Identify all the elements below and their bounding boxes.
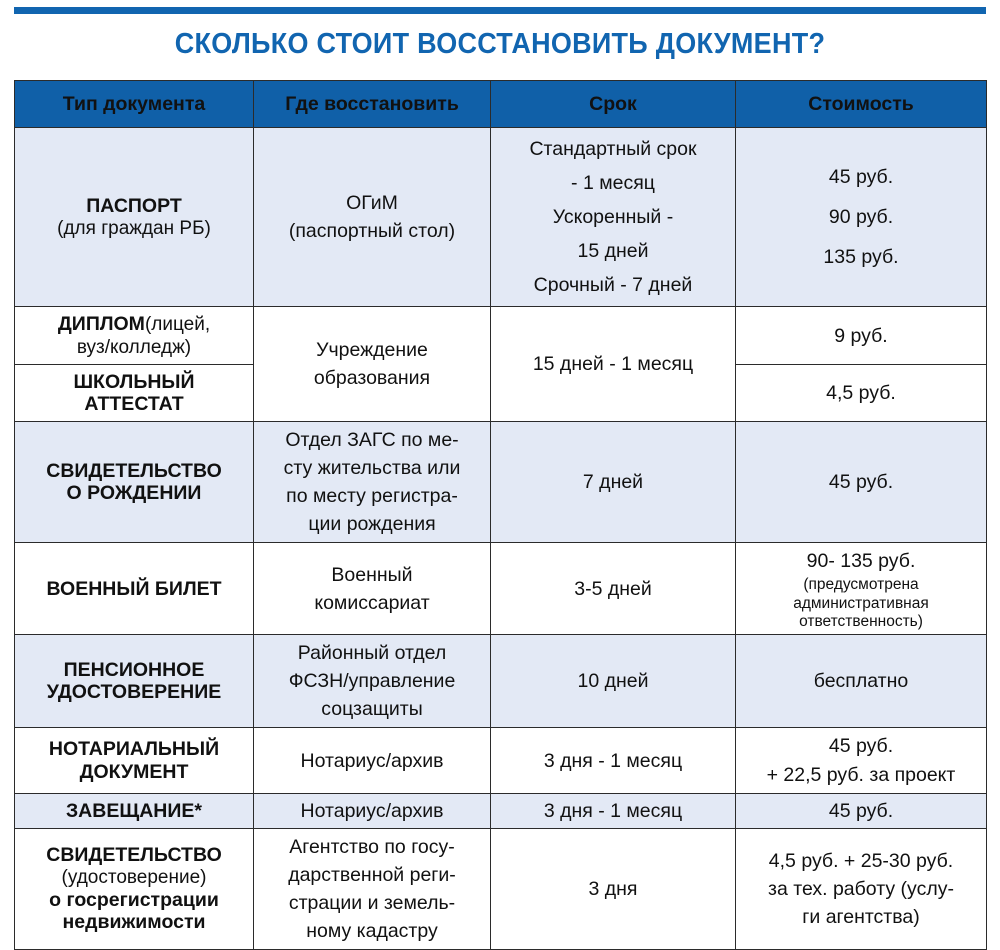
pension-where-line3: соцзащиты [321, 698, 423, 721]
property-cost-line2: за тех. работу (услу- [768, 877, 954, 900]
notarial-name-line1: НОТАРИАЛЬНЫЙ [48, 738, 220, 761]
property-where-line4: ному кадастру [306, 919, 438, 942]
cell-passport-cost [736, 128, 987, 307]
table-row-military-id [15, 543, 987, 635]
property-name-line3: о госрегистрации [49, 888, 219, 911]
cell-birth-type [15, 422, 254, 543]
pension-name-line2: УДОСТОВЕРЕНИЕ [46, 681, 222, 704]
cell-education-term: 15 дней - 1 месяц [491, 307, 736, 422]
table-row-pension-certificate [15, 635, 987, 728]
cell-military-type: ВОЕННЫЙ БИЛЕТ [15, 543, 254, 635]
table-row-property-registration [15, 828, 987, 949]
property-name-line1: СВИДЕТЕЛЬСТВО [46, 844, 222, 867]
table-row-notarial-document [15, 728, 987, 793]
passport-cost-2: 90 руб. [828, 206, 894, 229]
cell-diploma-type [15, 307, 254, 365]
property-where-line1: Агентство по госу- [289, 835, 455, 858]
property-where-line3: страции и земель- [288, 891, 456, 914]
cell-notarial-cost [736, 728, 987, 793]
cell-school-cost: 4,5 руб. [736, 365, 987, 422]
property-name-line2: (удостоверение) [61, 867, 207, 889]
cell-passport-where [254, 128, 491, 307]
cell-pension-type [15, 635, 254, 728]
cell-passport-term [491, 128, 736, 307]
education-where-line1: Учреждение [316, 339, 428, 362]
cell-notarial-term: 3 дня - 1 месяц [491, 728, 736, 793]
notarial-cost-line1: 45 руб. [828, 735, 894, 758]
cell-notarial-type [15, 728, 254, 793]
birth-where-line3: по месту регистра- [286, 485, 458, 508]
passport-name: ПАСПОРТ [86, 194, 182, 217]
column-header-type: Тип документа [15, 81, 254, 128]
table-header [15, 81, 987, 128]
school-name-line2: АТТЕСТАТ [84, 393, 184, 416]
column-header-cost: Стоимость [736, 81, 987, 128]
cell-birth-cost: 45 руб. [736, 422, 987, 543]
pension-where-line1: Районный отдел [297, 642, 447, 665]
cell-property-cost [736, 828, 987, 949]
cell-will-type: ЗАВЕЩАНИЕ* [15, 793, 254, 828]
passport-name-sub: (для граждан РБ) [57, 217, 211, 239]
document-restoration-table [14, 80, 987, 950]
cell-pension-cost: бесплатно [736, 635, 987, 728]
notarial-cost-line2: + 22,5 руб. за проект [766, 763, 956, 786]
passport-term-2a: Ускоренный - [552, 206, 674, 229]
cell-military-cost [736, 543, 987, 635]
cell-will-where: Нотариус/архив [254, 793, 491, 828]
passport-term-1b: - 1 месяц [571, 172, 655, 195]
column-header-where: Где восстановить [254, 81, 491, 128]
passport-where-line2: (паспортный стол) [288, 220, 456, 243]
table-row-will [15, 793, 987, 828]
school-name-line1: ШКОЛЬНЫЙ [73, 371, 195, 394]
cell-diploma-cost: 9 руб. [736, 307, 987, 365]
birth-name-line1: СВИДЕТЕЛЬСТВО [46, 460, 222, 483]
military-where-line1: Военный [331, 563, 413, 586]
cell-education-where [254, 307, 491, 422]
education-where-line2: образования [313, 367, 431, 390]
table-row-diploma [15, 307, 987, 365]
diploma-name: ДИПЛОМ [57, 313, 145, 336]
cell-property-type [15, 828, 254, 949]
property-cost-line1: 4,5 руб. + 25-30 руб. [768, 849, 954, 872]
header-row [15, 81, 987, 128]
cell-birth-term: 7 дней [491, 422, 736, 543]
cell-notarial-where: Нотариус/архив [254, 728, 491, 793]
cell-military-where [254, 543, 491, 635]
cell-property-where [254, 828, 491, 949]
diploma-name-sub-b: вуз/колледж) [76, 336, 192, 358]
property-cost-line3: ги агентства) [802, 905, 920, 928]
cell-passport-type [15, 128, 254, 307]
table-body [15, 128, 987, 950]
cell-property-term: 3 дня [491, 828, 736, 949]
column-header-term: Срок [491, 81, 736, 128]
military-cost-note-3: ответственность) [799, 613, 923, 631]
cell-will-term: 3 дня - 1 месяц [491, 793, 736, 828]
cell-pension-where [254, 635, 491, 728]
cell-school-type [15, 365, 254, 422]
passport-cost-3: 135 руб. [823, 246, 899, 269]
birth-name-line2: О РОЖДЕНИИ [66, 482, 202, 505]
birth-where-line4: ции рождения [308, 513, 436, 536]
passport-cost-1: 45 руб. [828, 166, 894, 189]
pension-name-line1: ПЕНСИОННОЕ [63, 659, 205, 682]
passport-term-1a: Стандартный срок [529, 138, 697, 160]
diploma-name-sub-a: (лицей, [144, 314, 211, 336]
table-row-birth-certificate [15, 422, 987, 543]
pension-where-line2: ФСЗН/управление [288, 670, 456, 693]
cell-pension-term: 10 дней [491, 635, 736, 728]
cell-birth-where [254, 422, 491, 543]
birth-where-line1: Отдел ЗАГС по ме- [285, 429, 459, 452]
notarial-name-line2: ДОКУМЕНТ [79, 760, 189, 783]
military-cost-note-2: административная [793, 594, 929, 612]
property-where-line2: дарственной реги- [288, 863, 456, 886]
military-cost-note-1: (предусмотрена [803, 576, 919, 594]
military-where-line2: комиссариат [314, 591, 430, 614]
cell-military-term: 3-5 дней [491, 543, 736, 635]
passport-where-line1: ОГиМ [346, 192, 398, 215]
passport-term-3: Срочный - 7 дней [533, 274, 693, 297]
top-accent-bar [14, 7, 986, 14]
cell-will-cost: 45 руб. [736, 793, 987, 828]
birth-where-line2: сту жительства или [283, 457, 461, 480]
page-title: СКОЛЬКО СТОИТ ВОССТАНОВИТЬ ДОКУМЕНТ? [174, 28, 826, 60]
property-name-line4: недвижимости [62, 910, 206, 933]
table-row-passport [15, 128, 987, 307]
passport-term-2b: 15 дней [577, 240, 649, 263]
military-cost-main: 90- 135 руб. [806, 550, 916, 573]
